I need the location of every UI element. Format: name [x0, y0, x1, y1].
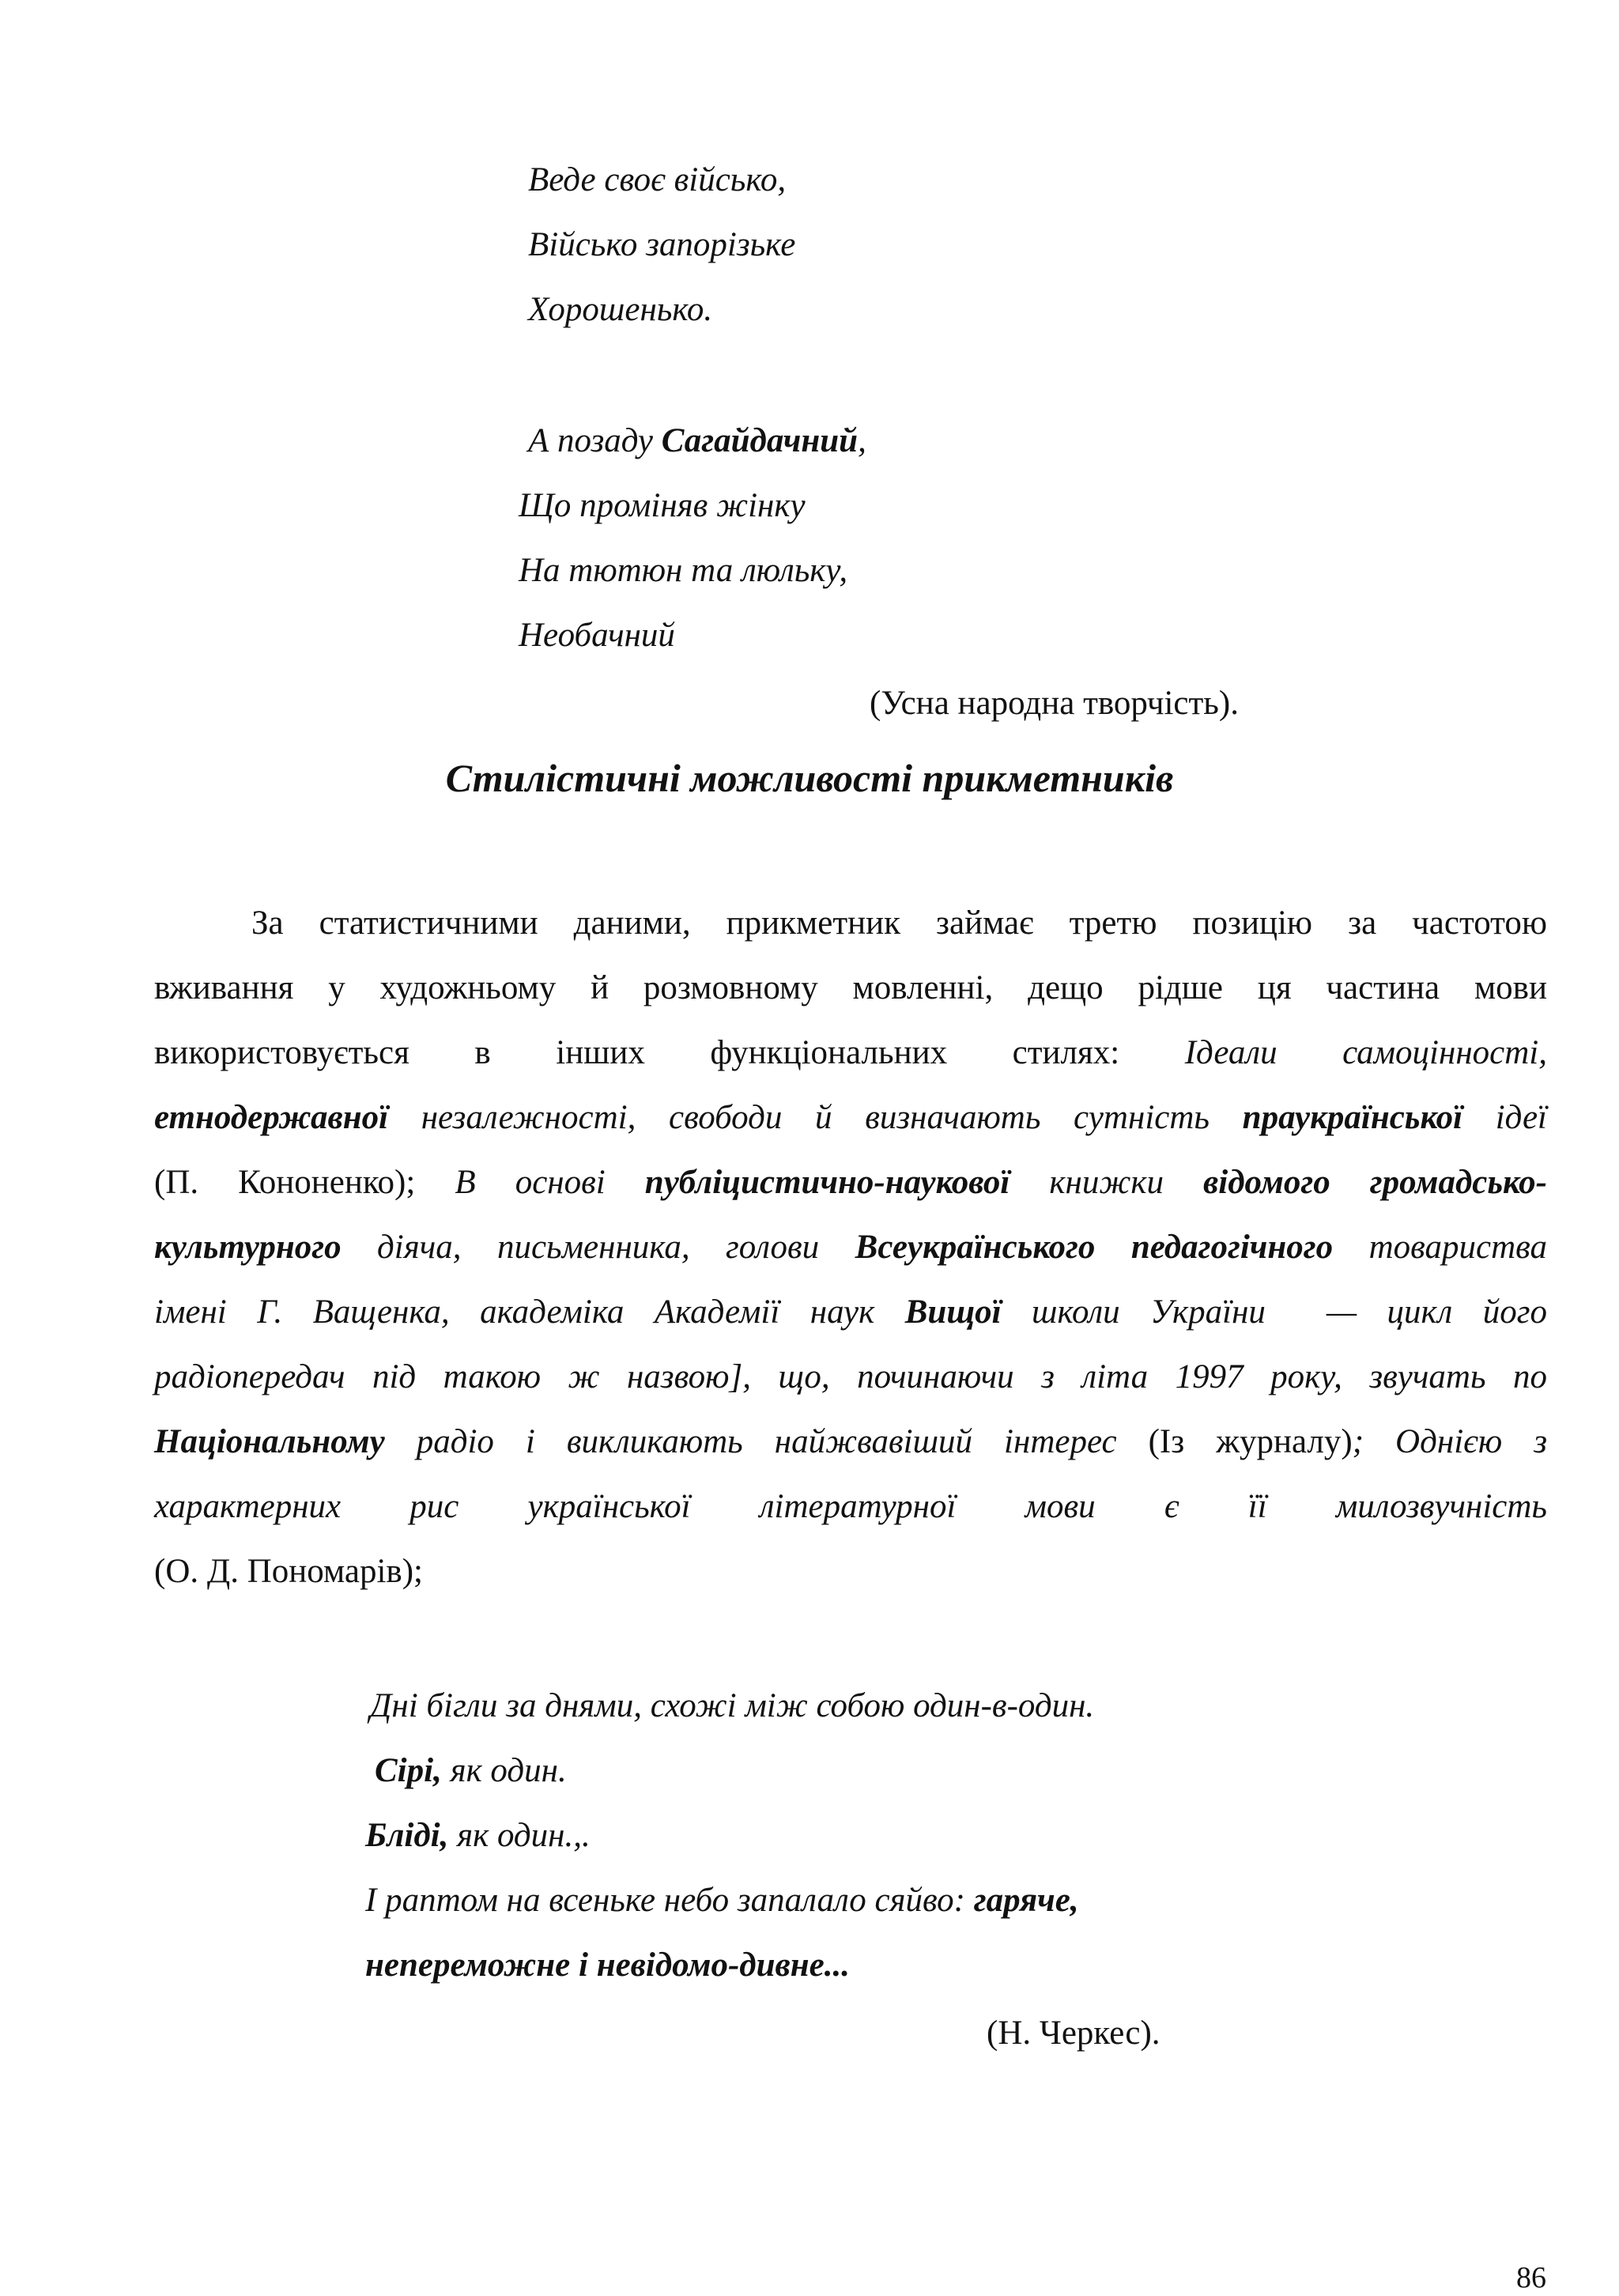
- paragraph-line: радіопередач під такою ж назвою], що, починаючи з літа 1997 року, звучать по: [154, 1358, 1547, 1395]
- section-title: Стилістичні можливості прикметників: [445, 756, 1174, 800]
- poem-line: Необачний: [519, 617, 675, 654]
- poem-line: непереможне і невідомо-дивне...: [365, 1947, 850, 1984]
- poem-line: Бліді, як один.,.: [365, 1817, 591, 1854]
- paragraph-line: (П. Кононенко); В основі публіцистично-наукової книжки відомого громадсько-: [154, 1164, 1548, 1201]
- poem-line: А позаду Сагайдачний,: [528, 422, 866, 459]
- paragraph-line: характерних рис української літературної мови є її милозвучність: [154, 1488, 1547, 1525]
- paragraph-line: (О. Д. Пономарів);: [154, 1553, 423, 1590]
- poem-line: І раптом на всеньке небо запалало сяйво: гаряче,: [365, 1882, 1079, 1919]
- poem-line: Веде своє військо,: [528, 161, 787, 198]
- paragraph-line: Національному радіо і викликають найжвавіший інтерес (Із журналу); Однією з: [154, 1423, 1547, 1460]
- paragraph-line: За статистичними даними, прикметник займає третю позицію за частотою: [251, 904, 1547, 942]
- paragraph-line: культурного діяча, письменника, голови Всеукраїнського педагогічного товариства: [154, 1229, 1548, 1266]
- paragraph-line: вживання у художньому й розмовному мовленні, дещо рідше ця частина мови: [154, 969, 1547, 1006]
- poem-line: На тютюн та люльку,: [519, 552, 848, 589]
- paragraph-line: етнодержавної незалежності, свободи й визначають сутність праукраїнської ідеї: [154, 1099, 1547, 1136]
- poem-line: Що проміняв жінку: [519, 487, 806, 524]
- poem-line: Дні бігли за днями, схожі між собою один-в-один.: [370, 1687, 1095, 1724]
- poem-line: Хорошенько.: [528, 291, 713, 328]
- poem-line: Сірі, як один.: [375, 1752, 567, 1789]
- paragraph-line: використовується в інших функціональних стилях: Ідеали самоцінності,: [154, 1034, 1547, 1071]
- poem-source: (Усна народна творчість).: [870, 685, 1239, 722]
- paragraph-line: імені Г. Ващенка, академіка Академії наук Вищої школи України — цикл його: [154, 1293, 1548, 1331]
- poem-line: Військо запорізьке: [528, 226, 796, 263]
- bold-word: Сагайдачний: [661, 422, 859, 459]
- poem-source: (Н. Черкес).: [987, 2015, 1160, 2052]
- page-number: 86: [1516, 2261, 1546, 2294]
